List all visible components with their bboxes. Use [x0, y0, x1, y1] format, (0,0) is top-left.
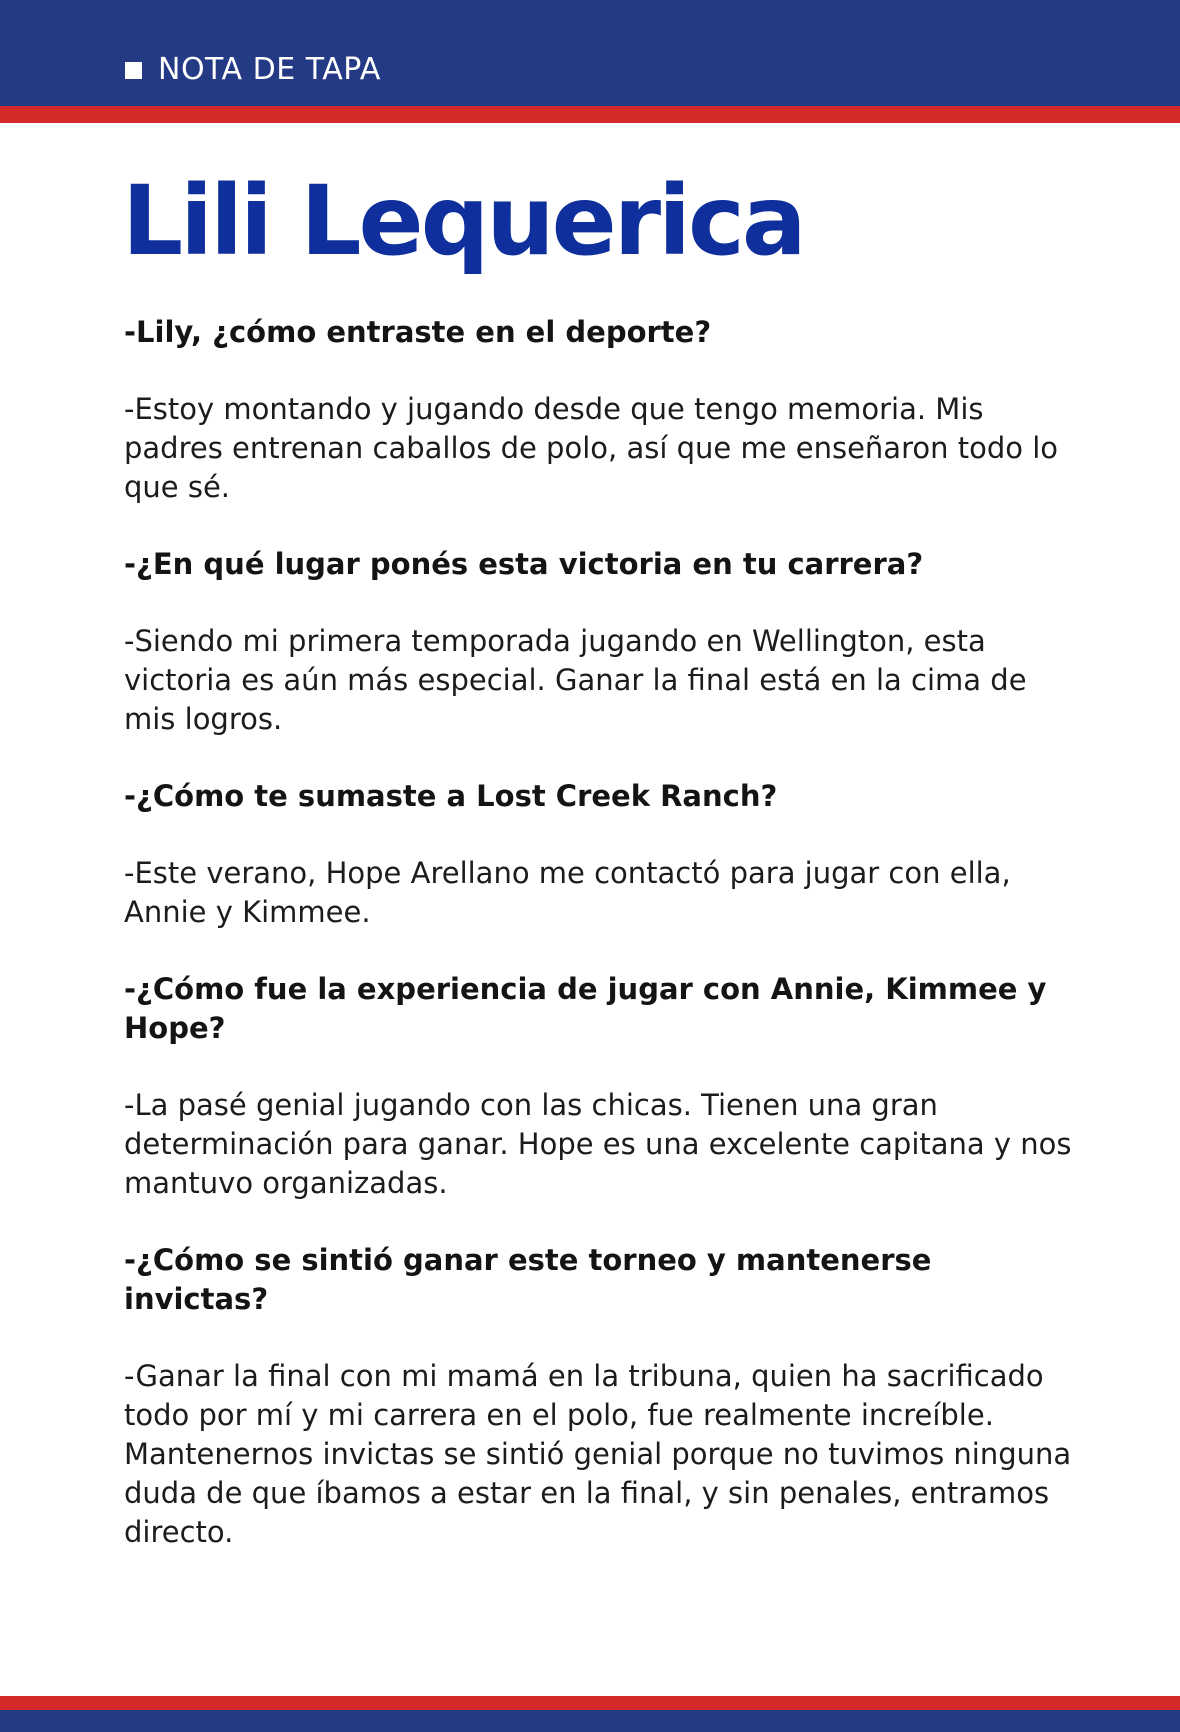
answer-5: -Ganar la final con mi mamá en la tribuna, quien ha sacrificado todo por mí y mi carrera en el polo, fue realmente increíble. Mantenernos invictas se sintió genial porque no tuvimos ninguna duda de que íbamos a estar en la final, y sin penales, entramos directo. — [124, 1359, 1072, 1549]
question-2: -¿En qué lugar ponés esta victoria en tu carrera? — [124, 547, 924, 581]
square-bullet-icon — [125, 62, 142, 79]
answer-1: -Estoy montando y jugando desde que tengo memoria. Mis padres entrenan caballos de polo, así que me enseñaron todo lo que sé. — [124, 392, 1058, 504]
header-red-stripe — [0, 106, 1180, 123]
section-label-text: NOTA DE TAPA — [158, 52, 381, 87]
question-1: -Lily, ¿cómo entraste en el deporte? — [124, 315, 712, 349]
question-3: -¿Cómo te sumaste a Lost Creek Ranch? — [124, 779, 778, 813]
answer-3: -Este verano, Hope Arellano me contactó para jugar con ella, Annie y Kimmee. — [124, 856, 1011, 929]
footer-band — [0, 1710, 1180, 1732]
interview-body — [124, 313, 1084, 1590]
article-title: Lili Lequerica — [122, 165, 804, 277]
answer-4: -La pasé genial jugando con las chicas. Tienen una gran determinación para ganar. Hope es una excelente capitana y nos mantuvo organizadas. — [124, 1088, 1072, 1200]
section-label — [125, 50, 381, 90]
footer-red-stripe — [0, 1696, 1180, 1710]
answer-2: -Siendo mi primera temporada jugando en Wellington, esta victoria es aún más especial. Ganar la final está en la cima de mis logros. — [124, 624, 1027, 736]
question-5: -¿Cómo se sintió ganar este torneo y mantenerse invictas? — [124, 1243, 932, 1316]
question-4: -¿Cómo fue la experiencia de jugar con Annie, Kimmee y Hope? — [124, 972, 1047, 1045]
